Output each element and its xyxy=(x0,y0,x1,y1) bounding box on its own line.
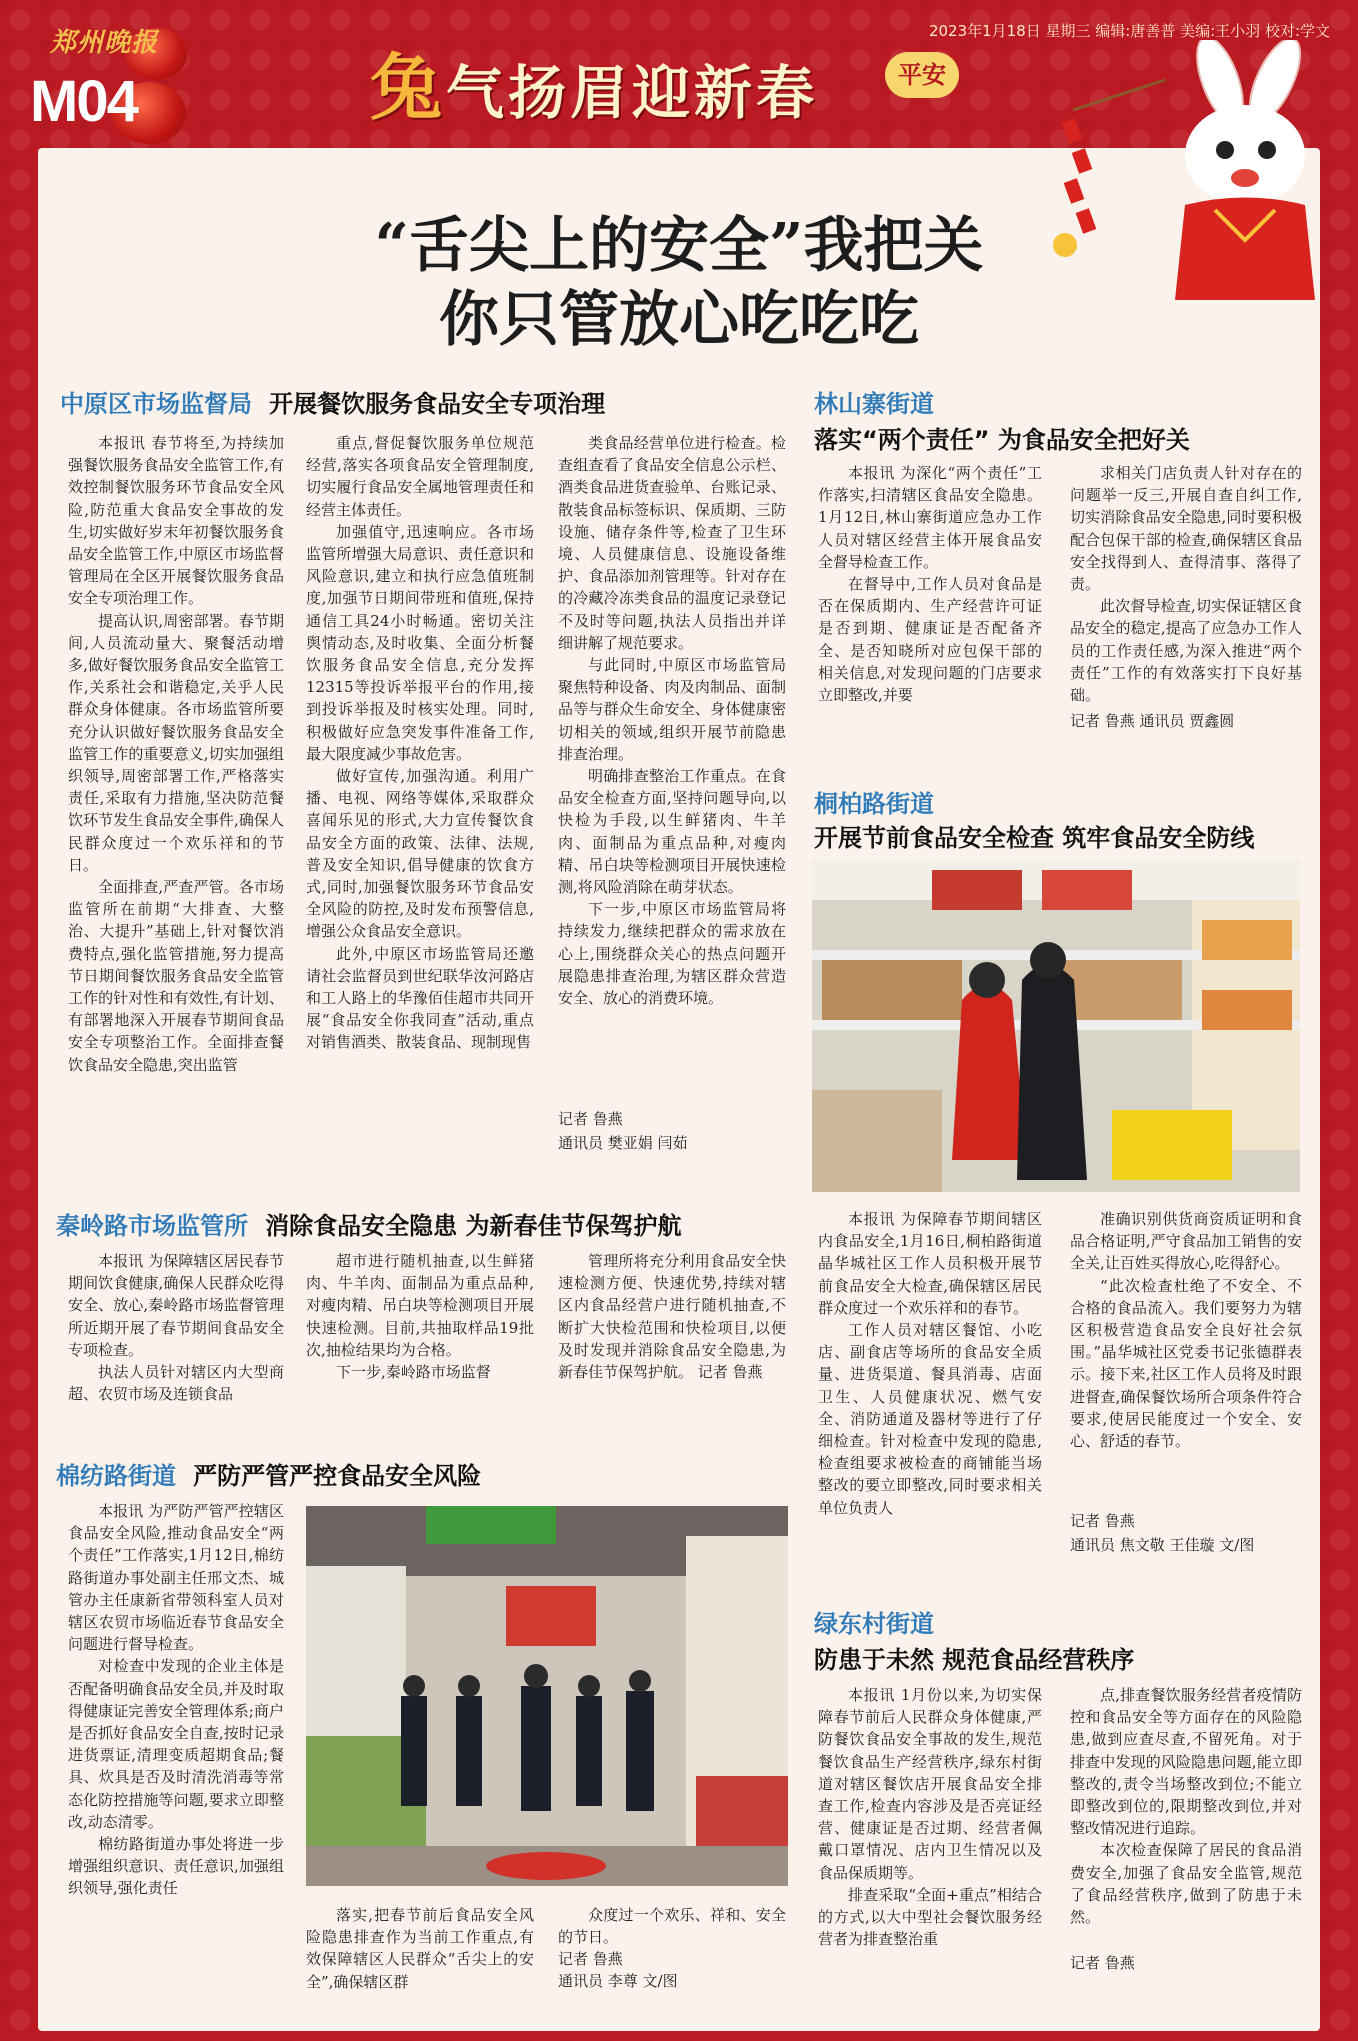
section-tag: 平安 xyxy=(885,52,959,98)
header-info xyxy=(929,20,1330,41)
article-paragraph: 本报讯 春节将至,为持续加强餐饮服务食品安全监管工作,有效控制餐饮服务环节食品安全风险,防范重大食品安全事故的发生,切实做好岁末年初餐饮服务食品安全监管工作,中原区市场监督管理局在全区开展餐饮服务食品安全专项治理工作。 xyxy=(68,434,284,608)
article-kicker: 绿东村街道 xyxy=(814,1610,934,1638)
article-column xyxy=(68,1250,284,1426)
article-paragraph: 棉纺路街道办事处将进一步增强组织意识、责任意识,加强组织领导,强化责任 xyxy=(68,1835,284,1898)
article-paragraph: 本报讯 为保障辖区居民春节期间饮食健康,确保人民群众吃得安全、放心,秦岭路市场监督管理所近期开展了春节期间食品安全专项检查。 xyxy=(68,1252,284,1359)
article-paragraph: 加强值守,迅速响应。各市场监管所增强大局意识、责任意识和风险意识,建立和执行应急值班制度,加强节日期间带班和值班,保持通信工具24小时畅通。密切关注舆情动态,及时收集、全面分析餐饮服务食品安全信息,充分发挥12315等投诉举报平台的作用,接到投诉举报及时核实处理。同时,积极做好应急突发事件准备工作,最大限度减少事故危害。 xyxy=(306,522,534,763)
credits: 编辑:唐善普 美编:王小羽 校对:学文 xyxy=(1095,22,1330,40)
article-column xyxy=(68,1500,284,1992)
article-kicker: 秦岭路市场监管所 xyxy=(56,1212,248,1240)
article-paragraph: 下一步,中原区市场监管局将持续发力,继续把群众的需求放在心上,围绕群众关心的热点问题开展隐患排查治理,为辖区群众营造安全、放心的消费环境。 xyxy=(558,900,786,1008)
article-title: 落实“两个责任” 为食品安全把好关 xyxy=(814,426,1190,454)
article-paragraph: 众度过一个欢乐、祥和、安全的节日。 xyxy=(558,1906,786,1947)
article-title: 开展餐饮服务食品安全专项治理 xyxy=(269,390,606,418)
article-heading xyxy=(56,1206,816,1241)
article-heading xyxy=(56,1456,816,1491)
article-paragraph: 工作人员对辖区餐馆、小吃店、副食店等场所的食品安全质量、进货渠道、餐具消毒、店面卫生、人员健康状况、燃气安全、消防通道及器材等进行了仔细检查。针对检查中发现的隐患,检查组要求被检查的商铺能当场整改的要立即整改,同时要求相关单位负责人 xyxy=(818,1321,1042,1517)
market-inspection-photo xyxy=(306,1506,788,1886)
article-column xyxy=(558,432,786,1104)
page-number: M04 xyxy=(30,69,137,134)
article-paragraph: 全面排查,严查严管。各市场监管所在前期“大排查、大整治、大提升”基础上,针对餐饮消费特点,强化监管措施,努力提高节日期间餐饮服务食品安全监管工作的针对性和有效性,有计划、有部署地深入开展春节期间食品安全专项整治工作。全面排查餐饮食品安全隐患,突出监管 xyxy=(68,878,284,1074)
byline: 通讯员 焦文敬 王佳璇 文/图 xyxy=(1070,1536,1255,1554)
article-paragraph: 超市进行随机抽查,以生鲜猪肉、牛羊肉、面制品为重点品种,对瘦肉精、吊白块等检测项目开展快速检测。目前,共抽取样品19批次,抽检结果均为合格。 xyxy=(306,1252,534,1359)
article-heading xyxy=(60,384,820,419)
article-paragraph: 点,排查餐饮服务经营者疫情防控和食品安全等方面存在的风险隐患,做到应查尽查,不留死角。对于排查中发现的风险隐患问题,能立即整改的,责令当场整改到位;不能立即整改到位的,限期整改到位,并对整改情况进行追踪。 xyxy=(1070,1686,1302,1838)
article-column xyxy=(558,1250,786,1426)
article-paragraph: 本报讯 为严防严管严控辖区食品安全风险,推动食品安全“两个责任”工作落实,1月12日,棉纺路街道办事处副主任邢文杰、城管办主任康新省带领科室人员对辖区农贸市场临近春节食品安全问题进行督导检查。 xyxy=(68,1502,284,1654)
banner-first-char: 兔 xyxy=(370,45,447,130)
article-paragraph: 准确识别供货商资质证明和食品合格证明,严守食品加工销售的安全关,让百姓买得放心,吃得舒心。 xyxy=(1070,1210,1302,1273)
article-column xyxy=(306,1250,534,1426)
byline: 记者 鲁燕 xyxy=(558,1950,623,1968)
article-paragraph: 重点,督促餐饮服务单位规范经营,落实各项食品安全管理制度,切实履行食品安全属地管理责任和经营主体责任。 xyxy=(306,434,534,519)
article-paragraph: 落实,把春节前后食品安全风险隐患排查作为当前工作重点,有效保障辖区人民群众“舌尖上的安全”,确保辖区群 xyxy=(306,1906,534,1991)
article-kicker: 棉纺路街道 xyxy=(56,1462,176,1490)
article-kicker: 中原区市场监督局 xyxy=(60,390,252,418)
article-paragraph: 明确排查整治工作重点。在食品安全检查方面,坚持问题导向,以快检为手段,以生鲜猪肉、牛羊肉、面制品为重点品种,对瘦肉精、吊白块等检测项目开展快速检测,将风险消除在萌芽状态。 xyxy=(558,767,786,897)
article-paragraph: 提高认识,周密部署。春节期间,人员流动量大、聚餐活动增多,做好餐饮服务食品安全监管工作,关系社会和谐稳定,关乎人民群众身体健康。各市场监管所要充分认识做好餐饮服务食品安全监管工作的重要意义,切实加强组织领导,周密部署工作,严格落实责任,采取有力措施,坚决防范餐饮环节发生食品安全事件,确保人民群众度过一个欢乐祥和的节日。 xyxy=(68,611,284,874)
article-column xyxy=(818,462,1042,734)
article-column xyxy=(306,432,534,1160)
article-paragraph: 此外,中原区市场监管局还邀请社会监督员到世纪联华汝河路店和工人路上的华豫佰佳超市共同开展“食品安全你我同查”活动,重点对销售酒类、散装食品、现制现售 xyxy=(306,944,534,1052)
article-paragraph: 做好宣传,加强沟通。利用广播、电视、网络等媒体,采取群众喜闻乐见的形式,大力宣传餐饮食品安全方面的政策、法律、法规,普及安全知识,倡导健康的饮食方式,同时,加强餐饮服务环节食品安全风险的防控,及时发布预警信息,增强公众食品安全意识。 xyxy=(306,767,534,941)
main-headline-line2: 你只管放心吃吃吃 xyxy=(439,285,919,355)
article-paragraph: 求相关门店负责人针对存在的问题举一反三,开展自查自纠工作,切实消除食品安全隐患,同时要积极配合包保干部的检查,确保辖区食品安全找得到人、查得清事、落得了责。 xyxy=(1070,464,1302,594)
article-paragraph: 此次督导检查,切实保证辖区食品安全的稳定,提高了应急办工作人员的工作责任感,为深入推进“两个责任”工作的有效落实打下良好基础。 xyxy=(1070,597,1302,705)
byline: 通讯员 樊亚娟 闫茹 xyxy=(558,1134,688,1152)
article-paragraph: “此次检查杜绝了不安全、不合格的食品流入。我们要努力为辖区积极营造食品安全良好社会氛围。”晶华城社区党委书记张德群表示。接下来,社区工作人员将及时跟进督查,确保餐饮场所合项条件符合要求,使居民能度过一个安全、安心、舒适的春节。 xyxy=(1070,1276,1302,1451)
article-column xyxy=(558,1904,786,1948)
article-column xyxy=(1070,1684,1302,1952)
byline: 记者 鲁燕 xyxy=(1070,1954,1135,1972)
article-column xyxy=(1070,1208,1302,1510)
article-column xyxy=(1070,462,1302,706)
article-paragraph: 本报讯 1月份以来,为切实保障春节前后人民群众身体健康,严防餐饮食品安全事故的发生,规范餐饮食品生产经营秩序,绿东村街道对辖区餐饮店开展食品安全排查工作,检查内容涉及是否亮证经营、健康证是否过期、经营者佩戴口罩情况、店内卫生情况以及食品保质期等。 xyxy=(818,1686,1042,1882)
article-title: 防患于未然 规范食品经营秩序 xyxy=(814,1646,1135,1674)
article-paragraph: 本报讯 为深化“两个责任”工作落实,扫清辖区食品安全隐患。1月12日,林山寨街道应急办工作人员对辖区经营主体开展食品安全督导检查工作。 xyxy=(818,464,1042,571)
article-column xyxy=(818,1684,1042,1974)
masthead-brand: 郑州晚报 xyxy=(50,28,159,58)
section-banner xyxy=(370,30,818,134)
date-line: 2023年1月18日 星期三 xyxy=(928,22,1091,40)
article-paragraph: 与此同时,中原区市场监管局聚焦特种设备、肉及肉制品、面制品等与群众生命安全、身体健康密切相关的领域,组织开展节前隐患排查治理。 xyxy=(558,656,786,763)
supermarket-inspection-photo xyxy=(812,860,1300,1192)
article-kicker: 林山寨街道 xyxy=(814,390,934,418)
article-paragraph: 类食品经营单位进行检查。检查组查看了食品安全信息公示栏、酒类食品进货查验单、台账记录、散装食品标签标识、保质期、三防设施、储存条件等,检查了卫生环境、人员健康信息、设施设备维护、食品添加剂管理等。针对存在的冷藏冷冻类食品的温度记录登记不及时等问题,执法人员指出并详细讲解了规范要求。 xyxy=(558,434,786,652)
article-paragraph: 本报讯 为保障春节期间辖区内食品安全,1月16日,桐柏路街道晶华城社区工作人员积极开展节前食品安全大检查,确保辖区居民群众度过一个欢乐祥和的春节。 xyxy=(818,1210,1042,1317)
article-paragraph: 下一步,秦岭路市场监督 xyxy=(336,1363,491,1382)
article-title: 开展节前食品安全检查 筑牢食品安全防线 xyxy=(814,824,1255,852)
byline: 记者 鲁燕 xyxy=(558,1110,623,1128)
main-headline-line1: “舌尖上的安全”我把关 xyxy=(374,211,984,281)
byline: 通讯员 李尊 文/图 xyxy=(558,1972,678,1990)
byline: 记者 鲁燕 通讯员 贾鑫圆 xyxy=(1070,712,1235,730)
article-paragraph: 本次检查保障了居民的食品消费安全,加强了食品安全监管,规范了食品经营秩序,做到了防患于未然。 xyxy=(1070,1841,1302,1927)
article-paragraph: 执法人员针对辖区内大型商超、农贸市场及连锁食品 xyxy=(68,1363,284,1404)
article-column xyxy=(306,1904,534,1992)
article-paragraph: 排查采取“全面+重点”相结合的方式,以大中型社会餐饮服务经营者为排查整治重 xyxy=(818,1885,1042,1949)
article-paragraph: 管理所将充分利用食品安全快速检测方便、快速优势,持续对辖区内食品经营户进行随机抽查,不断扩大快检范围和快检项目,以便及时发现并消除食品安全隐患,为新春佳节保驾护航。 记者 鲁燕 xyxy=(558,1252,786,1382)
banner-text: 气扬眉迎新春 xyxy=(446,59,819,127)
article-paragraph: 在督导中,工作人员对食品是否在保质期内、生产经营许可证是否到期、健康证是否配备齐全、是否知晓所对应包保干部的相关信息,对发现问题的门店要求立即整改,并要 xyxy=(818,575,1042,705)
article-title: 严防严管严控食品安全风险 xyxy=(193,1462,482,1490)
article-kicker: 桐柏路街道 xyxy=(814,790,934,818)
article-column xyxy=(818,1208,1042,1554)
article-title: 消除食品安全隐患 为新春佳节保驾护航 xyxy=(265,1212,682,1240)
article-column xyxy=(68,432,284,1160)
byline: 记者 鲁燕 xyxy=(1070,1512,1135,1530)
article-paragraph: 对检查中发现的企业主体是否配备明确食品安全员,并及时取得健康证完善安全管理体系;商户是否抓好食品安全自查,按时记录进货票证,清理变质超期食品;餐具、炊具是否及时清洗消毒等常态化防控措施等问题,要求立即整改,动态清零。 xyxy=(68,1657,284,1831)
